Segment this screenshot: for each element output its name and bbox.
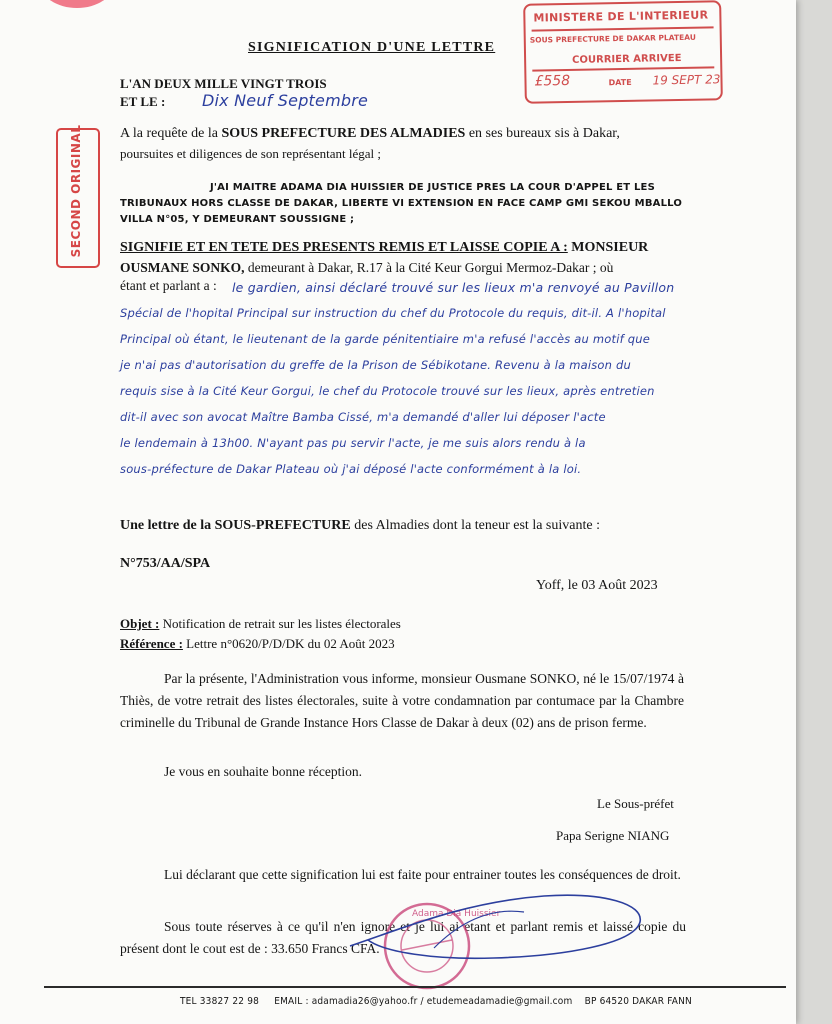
document-title: SIGNIFICATION D'UNE LETTRE xyxy=(248,40,496,55)
footer-email: EMAIL : adamadia26@yahoo.fr / etudemeadamadie@gmail.com xyxy=(274,996,573,1007)
lettre-intro-org: SOUS-PREFECTURE xyxy=(214,518,351,533)
reserves-paragraph: Sous toute réserves à ce qu'il n'en ignore et je lui ai étant et parlant remis et laissé copie du présent dont le cout est de : 33.650 Francs CFA. xyxy=(120,919,686,956)
huissier-block xyxy=(120,180,686,228)
lettre-intro-post: des Almadies dont la teneur est la suivante : xyxy=(354,518,600,533)
reference-label: Référence : xyxy=(120,636,183,651)
reference-text: Lettre n°0620/P/D/DK du 02 Août 2023 xyxy=(186,636,395,651)
huissier-line: TRIBUNAUX HORS CLASSE DE DAKAR, LIBERTE VI EXTENSION EN FACE CAMP GMI SEKOU MBALLO xyxy=(120,198,683,209)
stamp-prefecture-line: SOUS PREFECTURE DE DAKAR PLATEAU xyxy=(529,32,696,45)
stamp-divider xyxy=(532,66,714,71)
corner-mark xyxy=(40,0,114,8)
handwritten-line: dit-il avec son avocat Maître Bamba Cissé, m'a demandé d'aller lui déposer l'acte xyxy=(120,410,606,424)
second-original-text: SECOND ORIGINAL xyxy=(69,124,83,258)
letter-body: Par la présente, l'Administration vous informe, monsieur Ousmane SONKO, né le 15/07/1974 à Thiès, de votre retrait des listes électorales, suite à votre condamnation par contumace par la Chambre criminelle du Tribunal de Grande Instance Hors Classe de Dakar à deux (02) ans de prison ferme. xyxy=(120,671,684,730)
declaration-paragraph: Lui déclarant que cette signification lui est faite pour entrainer toutes les conséquences de droit. xyxy=(164,867,681,882)
objet-label: Objet : xyxy=(120,616,160,631)
footer-divider xyxy=(44,986,786,988)
signer-title: Le Sous-préfet xyxy=(597,796,674,811)
handwritten-line: Principal où étant, le lieutenant de la garde pénitentiaire m'a refusé l'accès au motif que xyxy=(120,332,651,346)
lettre-intro-pre: Une lettre de la xyxy=(120,518,212,533)
letter-closing: Je vous en souhaite bonne réception. xyxy=(164,764,362,779)
requete-line-2: poursuites et diligences de son représentant légal ; xyxy=(120,146,382,161)
requete-line xyxy=(120,124,690,144)
stamp-date-label: DATE xyxy=(608,77,632,88)
requete-post: en ses bureaux sis à Dakar, xyxy=(468,126,620,141)
recipient-line xyxy=(120,258,613,278)
footer-contact xyxy=(180,996,692,1007)
letter-ref-number: N°753/AA/SPA xyxy=(120,556,211,571)
year-line: L'AN DEUX MILLE VINGT TROIS xyxy=(120,76,327,91)
date-handwritten: Dix Neuf Septembre xyxy=(202,91,369,110)
letter-reference xyxy=(120,634,395,654)
requete-pre: A la requête de la xyxy=(120,126,218,141)
parlant-label: étant et parlant a : xyxy=(120,278,217,293)
ministry-received-stamp xyxy=(523,0,723,103)
date-label: ET LE : xyxy=(120,94,166,109)
signifie-heading: SIGNIFIE ET EN TETE DES PRESENTS REMIS ET LAISSE COPIE A : xyxy=(120,240,568,255)
huissier-line: J'AI MAITRE ADAMA DIA HUISSIER DE JUSTICE PRES LA COUR D'APPEL ET LES xyxy=(210,182,655,193)
recipient-title: MONSIEUR xyxy=(571,240,649,255)
recipient-name: OUSMANE SONKO, xyxy=(120,260,245,275)
handwritten-line: je n'ai pas d'autorisation du greffe de la Prison de Sébikotane. Revenu à la maison du xyxy=(120,358,631,372)
stamp-ministry-line: MINISTERE DE L'INTERIEUR xyxy=(533,8,709,25)
stamp-date-value: 19 SEPT 23 xyxy=(652,72,721,88)
stamp-number: £558 xyxy=(534,72,571,90)
signature-scribble xyxy=(344,888,664,968)
signer-name: Papa Serigne NIANG xyxy=(556,828,670,843)
handwritten-line: le gardien, ainsi déclaré trouvé sur les lieux m'a renvoyé au Pavillon xyxy=(232,280,675,295)
letter-place-date: Yoff, le 03 Août 2023 xyxy=(536,578,658,593)
footer-tel: TEL 33827 22 98 xyxy=(180,996,260,1007)
handwritten-line: le lendemain à 13h00. N'ayant pas pu servir l'acte, je me suis alors rendu à la xyxy=(120,436,586,450)
requete-org: SOUS PREFECTURE DES ALMADIES xyxy=(221,126,466,141)
signifie-line xyxy=(120,240,648,256)
handwritten-line: requis sise à la Cité Keur Gorgui, le chef du Protocole trouvé sur les lieux, après entretien xyxy=(120,384,655,398)
letter-objet xyxy=(120,614,401,634)
recipient-address: demeurant à Dakar, R.17 à la Cité Keur Gorgui Mermoz-Dakar ; où xyxy=(247,260,614,275)
huissier-line: VILLA N°05, Y DEMEURANT SOUSSIGNE ; xyxy=(120,214,355,225)
stamp-divider xyxy=(532,26,714,31)
footer-bp: BP 64520 DAKAR FANN xyxy=(584,996,692,1007)
second-original-stamp xyxy=(48,124,102,264)
stamp-courrier-line: COURRIER ARRIVEE xyxy=(572,52,682,66)
handwritten-line: Spécial de l'hopital Principal sur instruction du chef du Protocole du requis, dit-il. A l'hopital xyxy=(120,306,666,320)
seal-text: Adama Dia Huissier xyxy=(412,909,501,919)
objet-text: Notification de retrait sur les listes électorales xyxy=(162,616,401,631)
lettre-intro xyxy=(120,516,600,536)
handwritten-line: sous-préfecture de Dakar Plateau où j'ai déposé l'acte conformément à la loi. xyxy=(120,462,582,476)
